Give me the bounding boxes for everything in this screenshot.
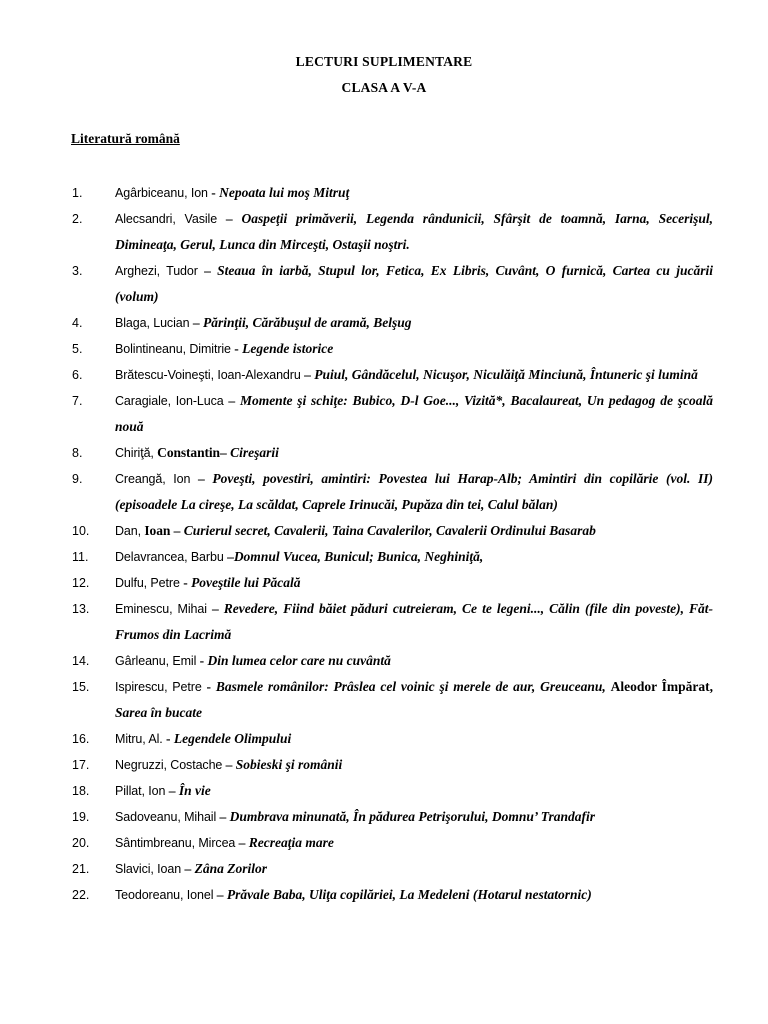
item-number: 18. (72, 784, 90, 798)
item-works: Nepoata lui moş Mitruţ (219, 185, 350, 200)
list-item (0, 674, 713, 726)
item-works: Cireşarii (230, 445, 279, 460)
item-separator: - (179, 575, 192, 590)
item-number: 15. (72, 680, 90, 694)
list-item (0, 804, 713, 830)
item-author: Eminescu, Mihai (115, 602, 207, 616)
list-item (0, 570, 713, 596)
item-number: 12. (72, 576, 90, 590)
item-author: Gârleanu, Emil (115, 654, 197, 668)
item-author: Slavici, Ioan (115, 862, 182, 876)
item-works: Dumbrava minunată, În pădurea Petrişorului, Domnu’ Trandafir (229, 809, 595, 824)
item-author-firstname: Ioan (144, 523, 171, 538)
item-author: Sadoveanu, Mihail (115, 810, 217, 824)
list-item (0, 648, 713, 674)
list-item (0, 882, 713, 908)
item-works-tail: Sarea în bucate (115, 705, 203, 720)
item-author: Sântimbreanu, Mircea (115, 836, 236, 850)
item-number: 5. (72, 342, 83, 356)
item-works: Momente şi schiţe: Bubico, D-l Goe..., Vizită*, Bacalaureat, Un pedagog de şcoală nouă (115, 393, 713, 434)
item-separator: – (181, 861, 195, 876)
item-works: Legendele Olimpului (173, 731, 292, 746)
list-item (0, 206, 713, 258)
item-number: 19. (72, 810, 90, 824)
item-number: 17. (72, 758, 90, 772)
page-title: LECTURI SUPLIMENTARE (295, 54, 473, 69)
list-item (0, 544, 713, 570)
item-works: Poveştile lui Păcală (191, 575, 301, 590)
list-item (0, 596, 713, 648)
item-number: 11. (72, 550, 89, 564)
item-separator: - (207, 185, 220, 200)
item-separator: – (197, 263, 218, 278)
item-author: Blaga, Lucian (115, 316, 190, 330)
item-works: Părinţii, Cărăbuşul de aramă, Belşug (202, 315, 412, 330)
item-number: 20. (72, 836, 90, 850)
list-item (0, 830, 713, 856)
item-works-upright: Aleodor Împărat, (610, 679, 714, 694)
item-author: Delavrancea, Barbu (115, 550, 224, 564)
item-author: Alecsandri, Vasile (115, 212, 218, 226)
item-number: 7. (72, 394, 83, 408)
item-author: Caragiale, Ion-Luca (115, 394, 224, 408)
item-works: În vie (178, 783, 211, 798)
item-works: Revedere, Fiind băiet păduri cutreieram, Ce te legeni..., Călin (file din poveste), Făt-Frumos din Lacrimă (115, 601, 714, 642)
item-works: Sobieski şi românii (235, 757, 343, 772)
item-works: Legende istorice (242, 341, 334, 356)
item-works: Din lumea celor care nu cuvântă (207, 653, 391, 668)
list-item (0, 466, 713, 518)
item-author: Agârbiceanu, Ion (115, 186, 208, 200)
item-author: Ispirescu, Petre (115, 680, 202, 694)
item-number: 3. (72, 264, 83, 278)
item-author: Negruzzi, Costache (115, 758, 223, 772)
item-works: Steaua în iarbă, Stupul lor, Fetica, Ex Libris, Cuvânt, O furnică, Cartea cu jucării (volum) (115, 263, 713, 304)
list-item (0, 856, 713, 882)
item-number: 14. (72, 654, 90, 668)
item-works: Oaspeţii primăverii, Legenda rândunicii, Sfârşit de toamnă, Iarna, Secerişul, Dimineaţa, Gerul, Lunca din Mirceşti, Ostaşii noştri. (115, 211, 713, 252)
item-works: Prăvale Baba, Uliţa copilăriei, La Medeleni (Hotarul nestatornic) (226, 887, 592, 902)
list-item (0, 726, 713, 752)
item-separator: – (189, 315, 203, 330)
item-works: Basmele românilor: Prâslea cel voinic şi merele de aur, Greuceanu, (215, 679, 611, 694)
item-author: Bolintineanu, Dimitrie (115, 342, 231, 356)
item-author-firstname: Constantin (157, 445, 220, 460)
item-author: Creangă, Ion (115, 472, 191, 486)
list-item (0, 180, 713, 206)
item-number: 8. (72, 446, 83, 460)
item-works: Domnul Vucea, Bunicul; Bunica, Neghiniţă, (233, 549, 484, 564)
item-author: Arghezi, Tudor (115, 264, 198, 278)
item-separator: - (230, 341, 243, 356)
item-number: 22. (72, 888, 90, 902)
item-separator: - (196, 653, 208, 668)
item-separator: – (222, 757, 236, 772)
list-item (0, 310, 713, 336)
list-item (0, 778, 713, 804)
reading-list (0, 180, 768, 908)
item-author: Pillat, Ion (115, 784, 166, 798)
list-item (0, 752, 713, 778)
item-separator: – (217, 211, 242, 226)
list-item (0, 336, 713, 362)
item-author (115, 446, 220, 460)
item-separator: – (190, 471, 213, 486)
item-author: Dulfu, Petre (115, 576, 180, 590)
item-works: Curierul secret, Cavalerii, Taina Cavalerilor, Cavalerii Ordinului Basarab (183, 523, 596, 538)
list-item (0, 388, 713, 440)
page-subtitle: CLASA A V-A (341, 80, 427, 95)
item-number: 1. (72, 186, 83, 200)
item-author-surname: Chiriţă, (115, 446, 158, 460)
item-separator: – (235, 835, 249, 850)
item-number: 13. (72, 602, 90, 616)
item-author: Mitru, Al. (115, 732, 163, 746)
item-separator: – (170, 523, 184, 538)
item-separator: – (216, 809, 230, 824)
item-works: Zâna Zorilor (194, 861, 267, 876)
item-separator: – (219, 445, 231, 460)
item-separator: – (223, 549, 234, 564)
list-item (0, 258, 713, 310)
item-separator: – (165, 783, 179, 798)
item-number: 10. (72, 524, 90, 538)
item-number: 21. (72, 862, 90, 876)
item-works: Puiul, Gândăcelul, Nicuşor, Niculăiţă Minciună, Întuneric şi lumină (314, 367, 698, 382)
item-number: 2. (72, 212, 83, 226)
item-separator: – (206, 601, 224, 616)
item-author: Teodoreanu, Ionel (115, 888, 214, 902)
item-works: Recreaţia mare (248, 835, 334, 850)
item-separator: - (162, 731, 174, 746)
item-author-surname: Dan, (115, 524, 145, 538)
item-author: Brătescu-Voineşti, Ioan-Alexandru (115, 368, 301, 382)
section-heading: Literatură română (71, 131, 180, 146)
list-item (0, 440, 713, 466)
item-author (115, 524, 170, 538)
item-number: 9. (72, 472, 83, 486)
item-number: 4. (72, 316, 83, 330)
list-item (0, 518, 713, 544)
item-separator: - (201, 679, 216, 694)
item-separator: – (213, 887, 227, 902)
item-works: Poveşti, povestiri, amintiri: Povestea lui Harap-Alb; Amintiri din copilărie (vol. II) (episoadele La cireşe, La scăldat, Caprele Irinucăi, Pupăza din tei, Calul bălan) (115, 471, 713, 512)
item-separator: – (223, 393, 240, 408)
item-number: 16. (72, 732, 90, 746)
item-separator: – (300, 367, 315, 382)
item-number: 6. (72, 368, 83, 382)
list-item (0, 362, 713, 388)
